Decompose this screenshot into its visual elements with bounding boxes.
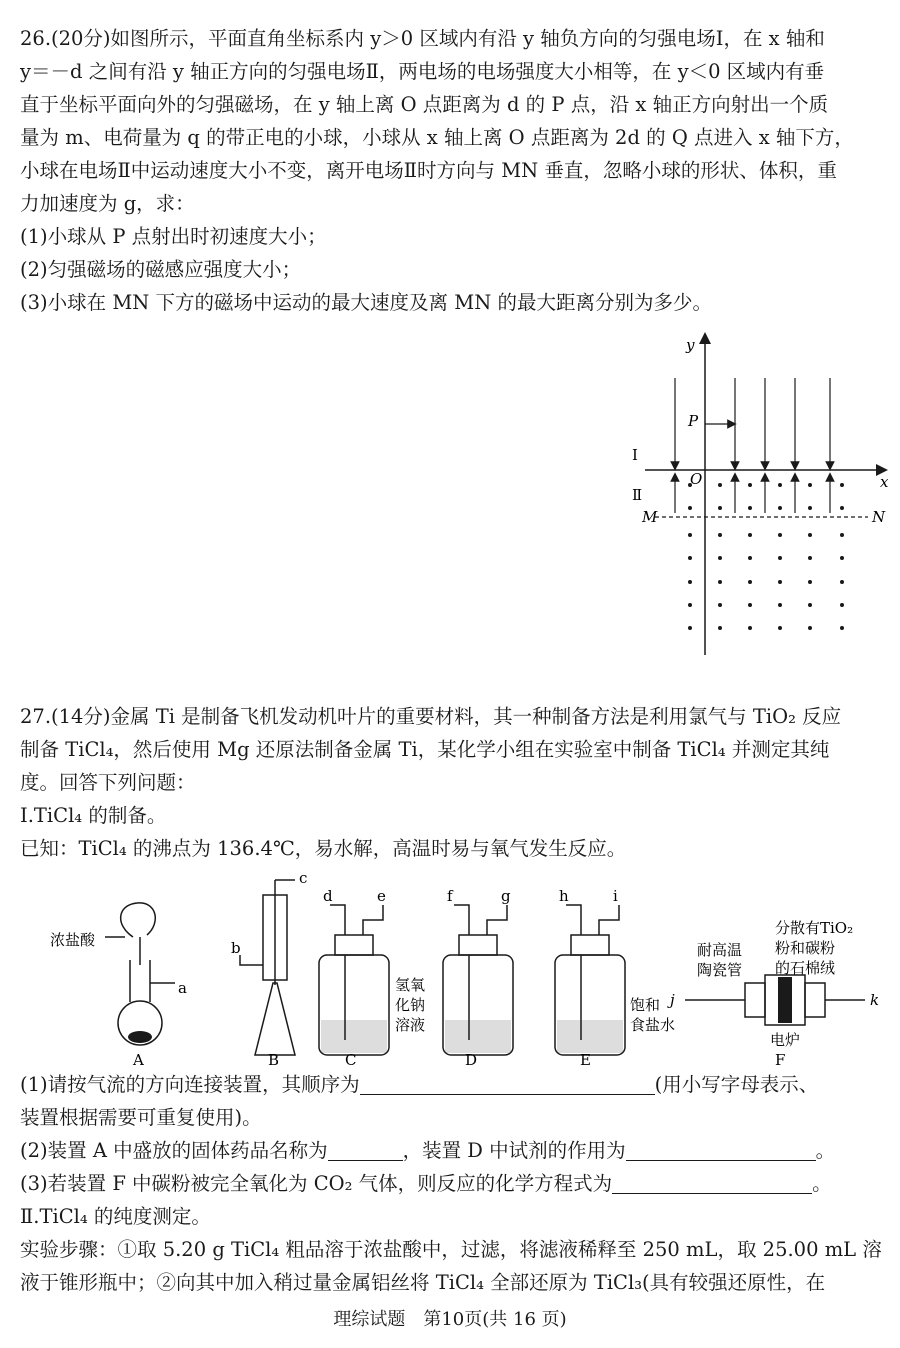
q27-part-1-heading: Ⅰ.TiCl₄ 的制备。	[20, 804, 167, 827]
label-E: E	[580, 1051, 591, 1065]
port-d: d	[323, 887, 333, 905]
label-C: C	[345, 1051, 357, 1065]
q26-line-4: 量为 m、电荷量为 q 的带正电的小球，小球从 x 轴上离 O 点距离为 2d 的 Q 点进入 x 轴下方，	[20, 126, 854, 149]
q26-line-5: 小球在电场Ⅱ中运动速度大小不变，离开电场Ⅱ时方向与 MN 垂直，忽略小球的形状、体积，重	[20, 159, 837, 182]
q26-line-3: 直于坐标平面向外的匀强磁场，在 y 轴上离 O 点距离为 d 的 P 点，沿 x 轴正方向射出一个质	[20, 93, 829, 116]
q27-sub-1: (1)请按气流的方向连接装置，其顺序为 (用小写字母表示、	[20, 1073, 819, 1096]
y-axis-label: y	[686, 336, 695, 354]
port-f: f	[447, 887, 453, 905]
label-F: F	[775, 1051, 786, 1065]
port-i: i	[613, 887, 618, 905]
answer-blank-2[interactable]	[328, 1140, 403, 1161]
label-mix-3: 的石棉绒	[775, 959, 836, 977]
origin-label: O	[690, 470, 703, 488]
label-naoh-1: 氢氧	[395, 976, 426, 994]
label-brine-2: 食盐水	[630, 1016, 676, 1034]
port-a: a	[178, 979, 187, 997]
port-c: c	[299, 869, 308, 887]
region-2-label: Ⅱ	[632, 486, 643, 504]
label-tube-1: 耐高温	[697, 941, 743, 959]
port-b: b	[231, 939, 241, 957]
label-tube-2: 陶瓷管	[697, 961, 743, 979]
q26-sub-2: (2)匀强磁场的磁感应强度大小；	[20, 258, 302, 281]
label-mix-1: 分散有TiO₂	[775, 919, 854, 937]
answer-blank-3[interactable]	[626, 1140, 816, 1161]
page-footer: 理综试题 第10页(共 16 页)	[333, 1309, 567, 1330]
x-axis-label: x	[880, 473, 889, 491]
q26-line-1: 26.(20分)如图所示，平面直角坐标系内 y＞0 区域内有沿 y 轴负方向的匀强电场Ⅰ，在 x 轴和	[20, 27, 825, 50]
label-conc-hcl: 浓盐酸	[50, 931, 96, 949]
q26-sub-3: (3)小球在 MN 下方的磁场中运动的最大速度及离 MN 的最大距离分别为多少。	[20, 291, 712, 314]
label-naoh-3: 溶液	[395, 1016, 426, 1034]
q27-line-1: 27.(14分)金属 Ti 是制备飞机发动机叶片的重要材料，其一种制备方法是利用氯气与 TiO₂ 反应	[20, 705, 842, 728]
port-e: e	[377, 887, 386, 905]
q27-sub-2: (2)装置 A 中盛放的固体药品名称为 ，装置 D 中试剂的作用为 。	[20, 1139, 836, 1162]
n-label: N	[872, 508, 886, 526]
m-label: M	[642, 508, 658, 526]
answer-blank-1[interactable]	[360, 1074, 655, 1095]
label-brine-1: 饱和	[630, 996, 661, 1014]
q26-sub-1: (1)小球从 P 点射出时初速度大小；	[20, 225, 327, 248]
label-mix-2: 粉和碳粉	[775, 939, 836, 957]
field-diagram	[620, 330, 890, 660]
port-j: j	[670, 991, 675, 1009]
q27-sub-1-cont: 装置根据需要可重复使用)。	[20, 1106, 262, 1129]
label-D: D	[465, 1051, 478, 1065]
region-1-label: Ⅰ	[632, 446, 638, 464]
q27-line-3: 度。回答下列问题：	[20, 771, 196, 794]
q26-line-2: y＝－d 之间有沿 y 轴正方向的匀强电场Ⅱ，两电场的电场强度大小相等，在 y＜0 区域内有垂	[20, 60, 825, 83]
q27-line-2: 制备 TiCl₄，然后使用 Mg 还原法制备金属 Ti，某化学小组在实验室中制备 TiCl₄ 并测定其纯	[20, 738, 830, 761]
port-g: g	[501, 887, 511, 905]
label-A: A	[133, 1051, 144, 1065]
port-k: k	[870, 991, 880, 1009]
q27-sub-3: (3)若装置 F 中碳粉被完全氧化为 CO₂ 气体，则反应的化学方程式为 。	[20, 1172, 832, 1195]
apparatus-diagram	[45, 865, 885, 1065]
port-h: h	[559, 887, 569, 905]
answer-blank-4[interactable]	[612, 1173, 812, 1194]
label-naoh-2: 化钠	[395, 996, 426, 1014]
label-B: B	[268, 1051, 280, 1065]
q26-line-6: 力加速度为 g，求：	[20, 192, 195, 215]
q27-step-line-1: 实验步骤：①取 5.20 g TiCl₄ 粗品溶于浓盐酸中，过滤，将滤液稀释至 250 mL，取 25.00 mL 溶	[20, 1238, 882, 1261]
q27-step-line-2: 液于锥形瓶中；②向其中加入稍过量金属铝丝将 TiCl₄ 全部还原为 TiCl₃(具有较强还原性，在	[20, 1271, 826, 1294]
point-p-label: P	[688, 412, 699, 430]
q27-part-2-heading: Ⅱ.TiCl₄ 的纯度测定。	[20, 1205, 211, 1228]
label-furnace: 电炉	[770, 1031, 801, 1049]
q27-known: 已知：TiCl₄ 的沸点为 136.4℃，易水解，高温时易与氧气发生反应。	[20, 837, 627, 860]
